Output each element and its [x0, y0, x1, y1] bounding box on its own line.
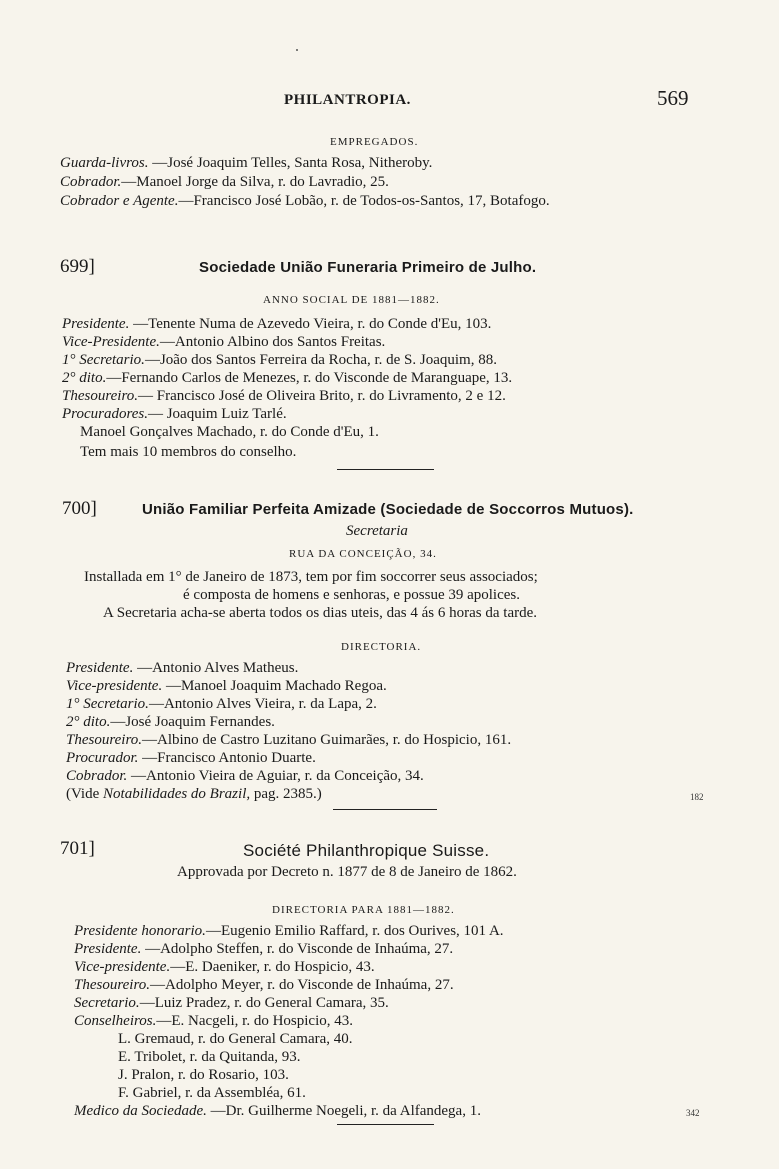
- officer-line: F. Gabriel, r. da Assembléa, 61.: [118, 1085, 306, 1101]
- page-number: 569: [657, 86, 689, 110]
- entry-subheading: ANNO SOCIAL DE 1881—1882.: [263, 294, 440, 306]
- officer-line: 1° Secretario.—Antonio Alves Vieira, r. da Lapa, 2.: [66, 696, 377, 712]
- officer-line: J. Pralon, r. do Rosario, 103.: [118, 1067, 289, 1083]
- description-line: é composta de homens e senhoras, e possue 39 apolices.: [183, 587, 520, 603]
- officer-line: Conselheiros.—E. Nacgeli, r. do Hospicio, 43.: [74, 1013, 354, 1029]
- entry-subheading: DIRECTORIA PARA 1881—1882.: [272, 904, 455, 916]
- officer-line: Presidente. —Adolpho Steffen, r. do Visconde de Inhaúma, 27.: [74, 941, 454, 957]
- ink-speck: [296, 49, 298, 51]
- entry-number: 700]: [62, 498, 97, 519]
- officer-line: Vice-presidente.—E. Daeniker, r. do Hospicio, 43.: [74, 959, 375, 975]
- officer-line: Medico da Sociedade. —Dr. Guilherme Noegeli, r. da Alfandega, 1.: [74, 1103, 481, 1119]
- note-line: Tem mais 10 membros do conselho.: [80, 444, 297, 460]
- officer-line: 1° Secretario.—João dos Santos Ferreira da Rocha, r. de S. Joaquim, 88.: [62, 352, 497, 368]
- staff-line: Cobrador.—Manoel Jorge da Silva, r. do Lavradio, 25.: [60, 174, 389, 190]
- section-divider: [337, 469, 434, 470]
- entry-title: Société Philanthropique Suisse.: [243, 841, 490, 860]
- officer-line: Vice-presidente. —Manoel Joaquim Machado Regoa.: [66, 678, 387, 694]
- section-heading-empregados: EMPREGADOS.: [330, 136, 419, 148]
- officer-line: Thesoureiro.—Albino de Castro Luzitano Guimarães, r. do Hospicio, 161.: [66, 732, 512, 748]
- officer-line: Secretario.—Luiz Pradez, r. do General Camara, 35.: [74, 995, 389, 1011]
- officer-line: 2° dito.—José Joaquim Fernandes.: [66, 714, 275, 730]
- margin-note: 342: [686, 1108, 700, 1118]
- margin-note: 182: [690, 792, 704, 802]
- entry-title: União Familiar Perfeita Amizade (Sociedade de Soccorros Mutuos).: [142, 501, 634, 518]
- officer-line: Thesoureiro.—Adolpho Meyer, r. do Visconde de Inhaúma, 27.: [74, 977, 454, 993]
- officer-line: Presidente. —Antonio Alves Matheus.: [66, 660, 299, 676]
- entry-number: 701]: [60, 838, 95, 859]
- officer-line: Presidente honorario.—Eugenio Emilio Raffard, r. dos Ourives, 101 A.: [74, 923, 504, 939]
- entry-title: Sociedade União Funeraria Primeiro de Julho.: [199, 259, 537, 276]
- staff-line: Cobrador e Agente.—Francisco José Lobão, r. de Todos-os-Santos, 17, Botafogo.: [60, 193, 550, 209]
- officer-line: Vice-Presidente.—Antonio Albino dos Santos Freitas.: [62, 334, 386, 350]
- section-divider: [333, 809, 437, 810]
- officer-line: Cobrador. —Antonio Vieira de Aguiar, r. da Conceição, 34.: [66, 768, 424, 784]
- description-line: A Secretaria acha-se aberta todos os dias uteis, das 4 ás 6 horas da tarde.: [103, 605, 538, 621]
- officer-line: E. Tribolet, r. da Quitanda, 93.: [118, 1049, 301, 1065]
- section-divider: [337, 1124, 434, 1125]
- description-line: Installada em 1° de Janeiro de 1873, tem por fim soccorrer seus associados;: [84, 569, 538, 585]
- officer-line: Presidente. —Tenente Numa de Azevedo Vieira, r. do Conde d'Eu, 103.: [62, 316, 492, 332]
- running-header: PHILANTROPIA.: [284, 92, 411, 108]
- entry-subheading: DIRECTORIA.: [341, 641, 422, 653]
- entry-subtitle: Secretaria: [346, 523, 408, 539]
- entry-number: 699]: [60, 256, 95, 277]
- officer-line: L. Gremaud, r. do General Camara, 40.: [118, 1031, 353, 1047]
- reference-line: (Vide Notabilidades do Brazil, pag. 2385.): [66, 786, 322, 802]
- officer-line: 2° dito.—Fernando Carlos de Menezes, r. do Visconde de Maranguape, 13.: [62, 370, 513, 386]
- officer-line: Procurador. —Francisco Antonio Duarte.: [66, 750, 316, 766]
- officer-line: Procuradores.— Joaquim Luiz Tarlé.: [62, 406, 287, 422]
- officer-line: Manoel Gonçalves Machado, r. do Conde d'Eu, 1.: [80, 424, 379, 440]
- address-heading: RUA DA CONCEIÇÃO, 34.: [289, 548, 437, 560]
- officer-line: Thesoureiro.— Francisco José de Oliveira Brito, r. do Livramento, 2 e 12.: [62, 388, 506, 404]
- staff-line: Guarda-livros. —José Joaquim Telles, Santa Rosa, Nitheroby.: [60, 155, 433, 171]
- approval-line: Approvada por Decreto n. 1877 de 8 de Janeiro de 1862.: [177, 864, 517, 880]
